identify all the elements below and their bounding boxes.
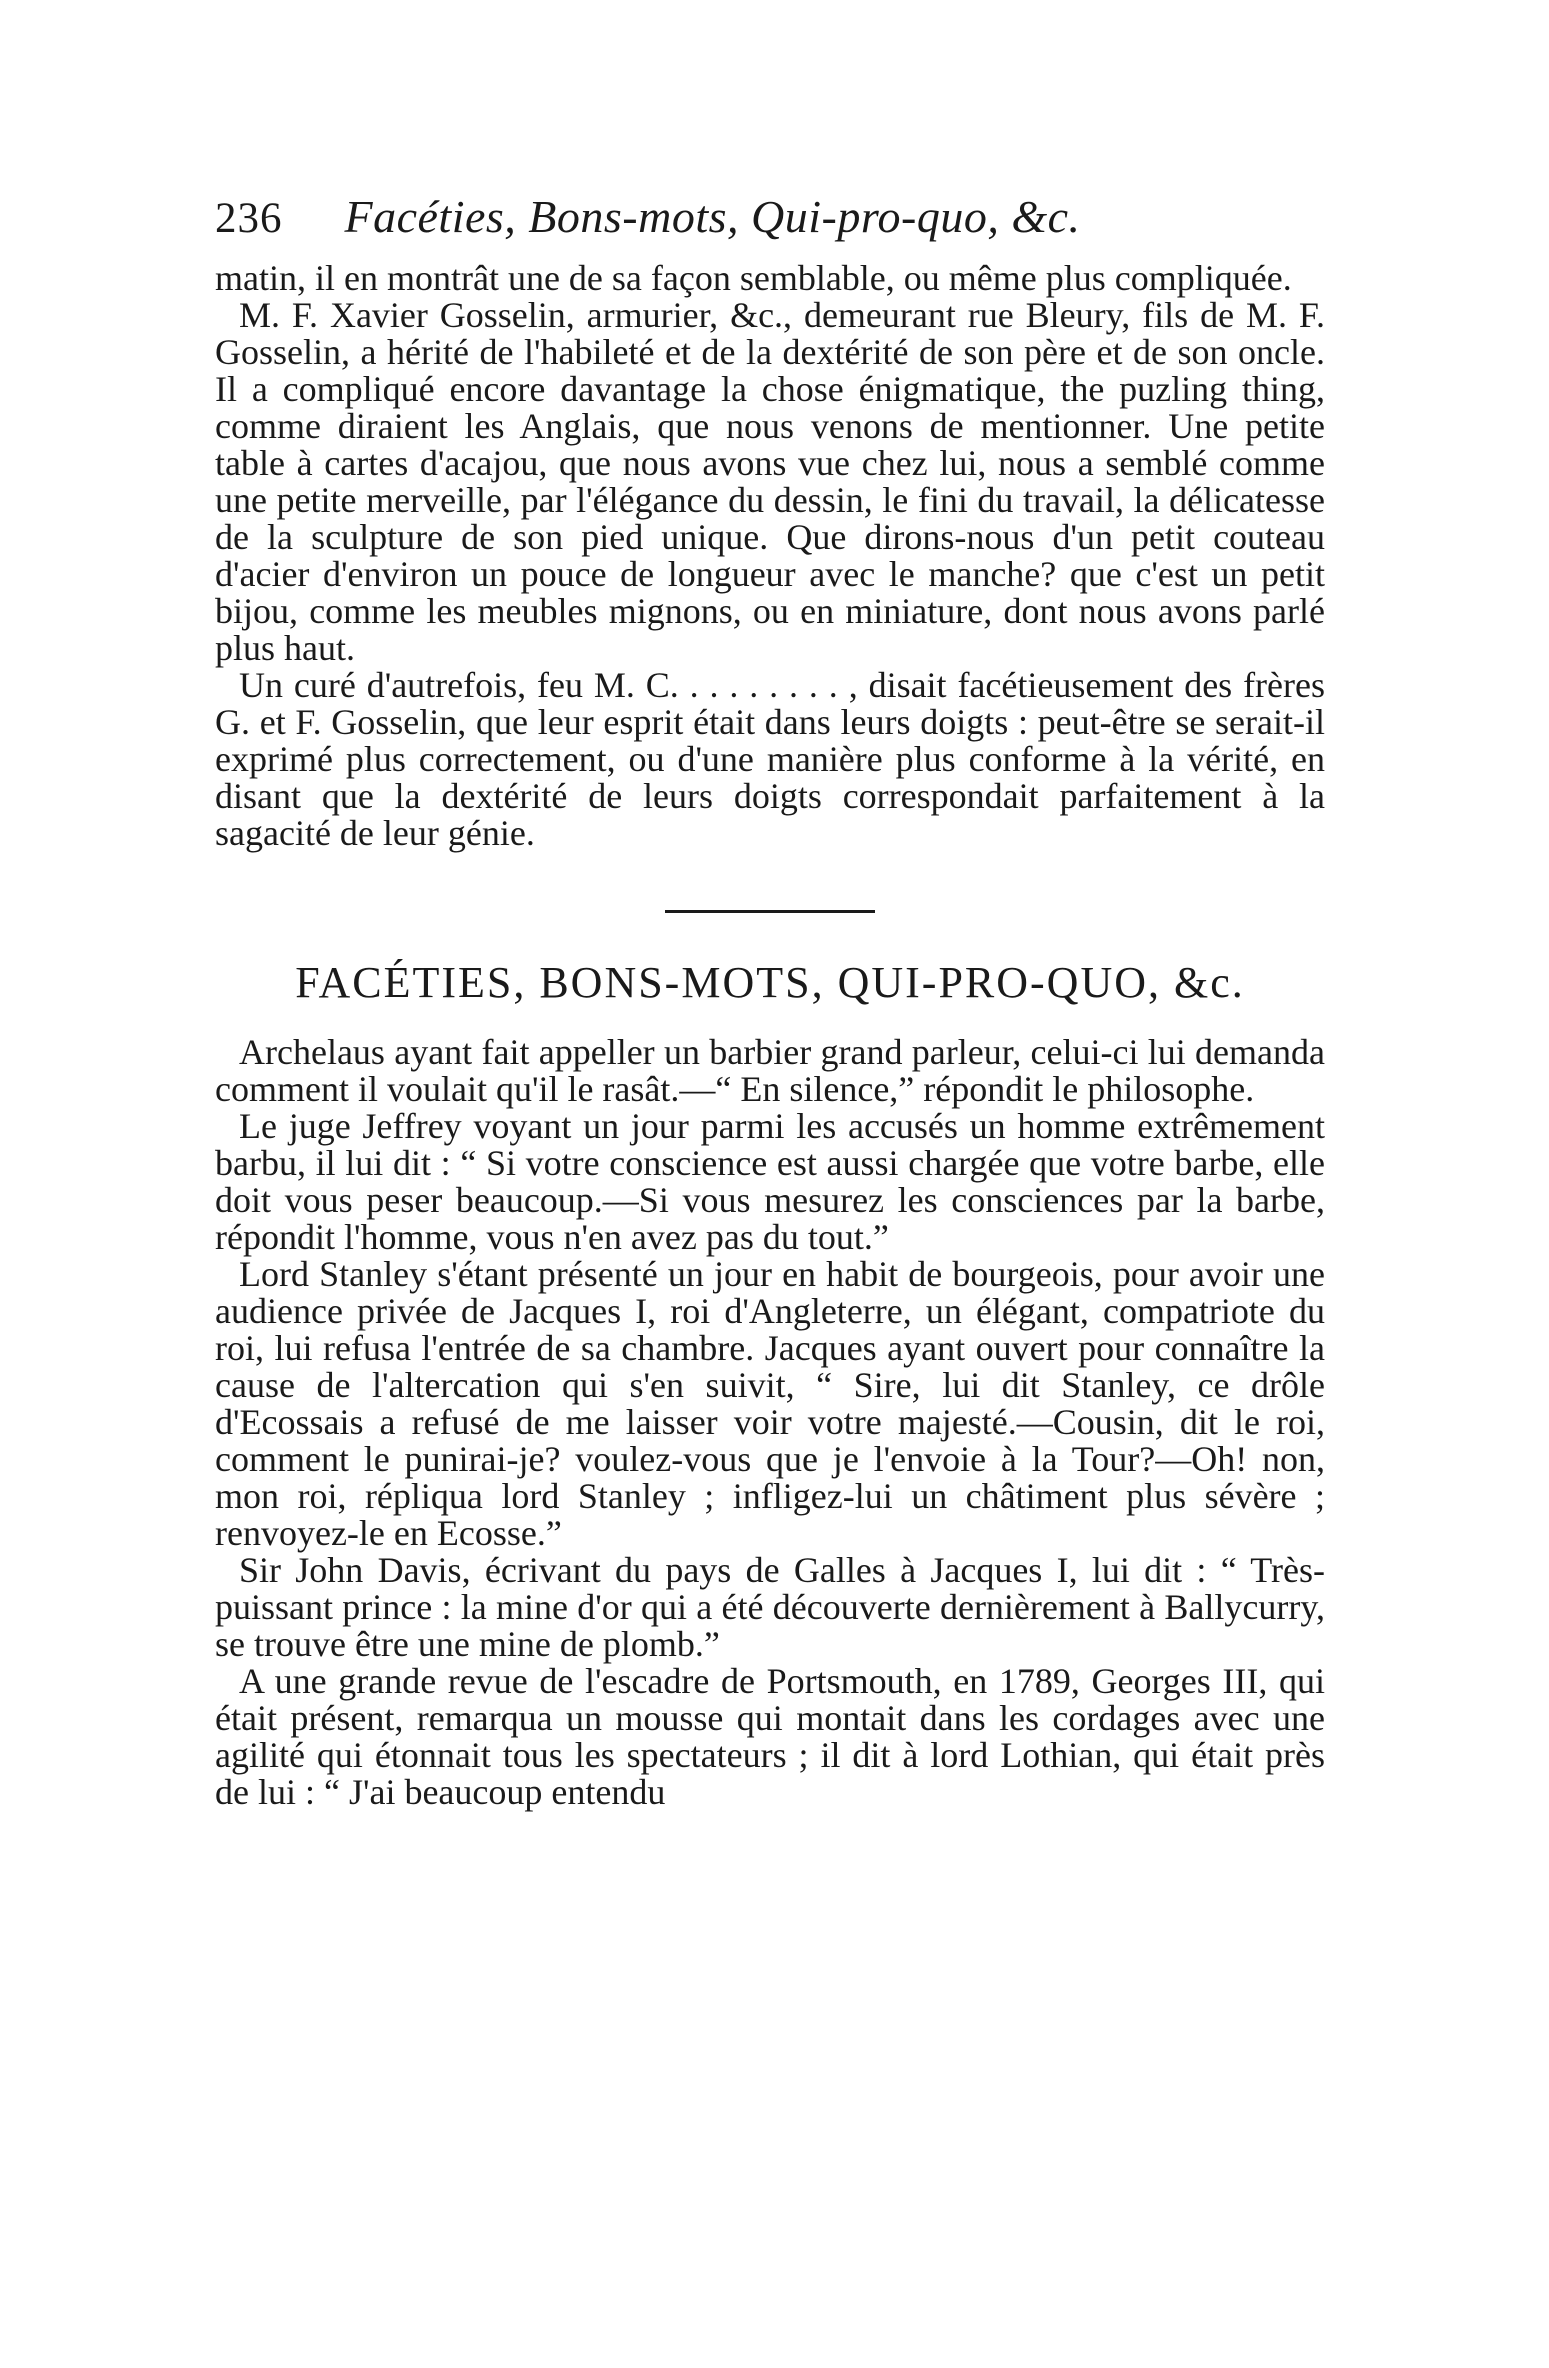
section-heading: FACÉTIES, BONS-MOTS, QUI-PRO-QUO, &c. bbox=[295, 958, 1245, 1007]
running-head bbox=[215, 190, 1325, 260]
paragraph-archelaus: Archelaus ayant fait appeller un barbier grand parleur, celui-ci lui demanda comment il voulait qu'il le rasât.—“ En silence,” répondit le philosophe. bbox=[215, 1032, 1325, 1109]
top-section bbox=[215, 260, 1325, 852]
section-divider bbox=[665, 910, 875, 913]
paragraph-davis: Sir John Davis, écrivant du pays de Galles à Jacques I, lui dit : “ Très-puissant prince : la mine d'or qui a été découverte dernièrement à Ballycurry, se trouve être une mine de plomb.” bbox=[215, 1550, 1325, 1664]
paragraph-gosselin: M. F. Xavier Gosselin, armurier, &c., demeurant rue Bleury, fils de M. F. Gosselin, a hérité de l'habileté et de la dextérité de son père et de son oncle. Il a compliqué encore davantage la chose énigmatique, the puzling thing, comme diraient les Anglais, que nous venons de mentionner. Une petite table à cartes d'acajou, que nous avons vue chez lui, nous a semblé comme une petite merveille, par l'élégance du dessin, le fini du travail, la délicatesse de la sculpture de son pied unique. Que dirons-nous d'un petit couteau d'acier d'environ un pouce de longueur avec le manche? que c'est un petit bijou, comme les meubles mignons, ou en miniature, dont nous avons parlé plus haut. bbox=[215, 295, 1325, 668]
paragraph-continuation: matin, il en montrât une de sa façon semblable, ou même plus compliquée. bbox=[215, 258, 1292, 298]
paragraph-georges: A une grande revue de l'escadre de Portsmouth, en 1789, Georges III, qui était présent, remarqua un mousse qui montait dans les cordages avec une agilité qui étonnait tous les spectateurs ; il dit à lord Lothian, qui était près de lui : “ J'ai beaucoup entendu bbox=[215, 1661, 1325, 1812]
running-title: Facéties, Bons-mots, Qui-pro-quo, &c. bbox=[344, 191, 1081, 242]
page-number: 236 bbox=[215, 195, 283, 242]
paragraph-jeffrey: Le juge Jeffrey voyant un jour parmi les accusés un homme extrêmement barbu, il lui dit : “ Si votre conscience est aussi chargée que votre barbe, elle doit vous peser beaucoup.—Si vous mesurez les consciences par la barbe, répondit l'homme, vous n'en avez pas du tout.” bbox=[215, 1106, 1325, 1257]
book-page bbox=[215, 190, 1325, 1811]
paragraph-stanley: Lord Stanley s'étant présenté un jour en habit de bourgeois, pour avoir une audience privée de Jacques I, roi d'Angleterre, un élégant, compatriote du roi, lui refusa l'entrée de sa chambre. Jacques ayant ouvert pour connaître la cause de l'altercation qui s'en suivit, “ Sire, lui dit Stanley, ce drôle d'Ecossais a refusé de me laisser voir votre majesté.—Cousin, dit le roi, comment le punirai-je? voulez-vous que je l'envoie à la Tour?—Oh! non, mon roi, répliqua lord Stanley ; infligez-lui un châtiment plus sévère ; renvoyez-le en Ecosse.” bbox=[215, 1254, 1325, 1553]
paragraph-cure: Un curé d'autrefois, feu M. C. . . . . . . . . , disait facétieusement des frères G. et F. Gosselin, que leur esprit était dans leurs doigts : peut-être se serait-il exprimé plus correctement, ou d'une manière plus conforme à la vérité, en disant que la dextérité de leurs doigts correspondait parfaitement à la sagacité de leur génie. bbox=[215, 665, 1325, 853]
anecdotes-section bbox=[215, 1034, 1325, 1811]
